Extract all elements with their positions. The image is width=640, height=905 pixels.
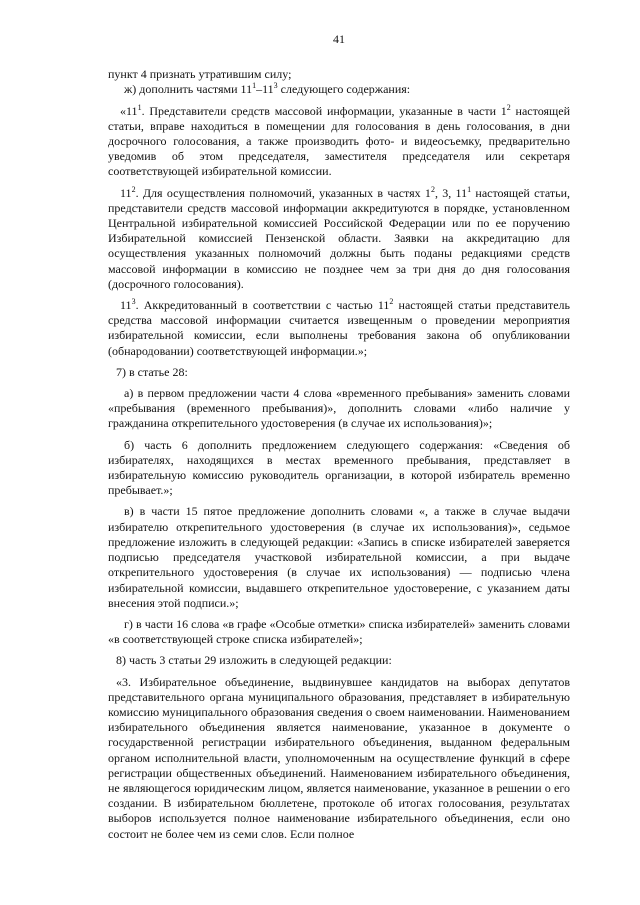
paragraph: а) в первом предложении части 4 слова «временного пребывания» заменить словами «пребывания (временного пребывания)», дополнить словами «либо наличие у гражданина открепительного удостоверения (в случае их использования)»; [108, 386, 570, 431]
paragraph: ж) дополнить частями $11^1-11^3$ следующего содержания: [124, 81, 411, 97]
page-number: 41 [333, 32, 345, 46]
paragraph: «$11^1$. Представители средств массовой информации, указанные в части $1^2$ настоящей статьи, вправе находиться в помещении для голосования в день голосования, в дни досрочного голосования, а также производить фото- и видеосъемку, предварительно уведомив об этом председателя, заместителя председателя или секретаря соответствующей избирательной комиссии. [108, 102, 570, 179]
paragraph: в) в части 15 пятое предложение дополнить словами «, а также в случае выдачи избирателю открепительного удостоверения (в случае их использования)», седьмое предложение изложить в следующей редакции: «Запись в списке избирателей заверяется подписью председателя участковой избирательной комиссии, а при выдаче открепительного удостоверения (в случае их использования) — подписью члена избирательной комиссии, выдавшего открепительное удостоверение, с указанием даты внесения этой подписи.»; [108, 504, 570, 610]
paragraph: пункт 4 признать утратившим силу; [108, 67, 292, 82]
paragraph: «3. Избирательное объединение, выдвинувшее кандидатов на выборах депутатов представительного органа муниципального образования, представляет в избирательную комиссию муниципального образования сведения о своем наименовании. Наименованием избирательного объединения является наименование, указанное в документе о государственной регистрации избирательного объединения, выданном федеральным органом исполнительной власти, уполномоченным на осуществление функций в сфере регистрации общественных объединений. Наименованием избирательного объединения, не являющегося юридическим лицом, является наименование, указанное в решении о его создании. В избирательном бюллетене, протоколе об итогах голосования, результатах выборов используется полное наименование избирательного объединения, если оно состоит не более чем из семи слов. Если полное [108, 674, 570, 841]
paragraph: 8) часть 3 статьи 29 изложить в следующей редакции: [116, 653, 392, 668]
paragraph: $11^2$. Для осуществления полномочий, указанных в частях $1^2$, 3, $11^1$ настоящей статьи, представители средств массовой информации аккредитуются в порядке, установленном Центральной избирательной комиссией Российской Федерации или по ее поручению Избирательной комиссией Пензенской области. Заявки на аккредитацию для осуществления указанных полномочий должны быть поданы редакциями средств массовой информации в комиссию не позднее чем за три дня до дня голосования (досрочного голосования). [108, 184, 570, 291]
paragraph: б) часть 6 дополнить предложением следующего содержания: «Сведения об избирателях, находящихся в местах временного пребывания, представляет в избирательную комиссию руководитель организации, в которой избиратель временно пребывает.»; [108, 437, 570, 498]
paragraph: $11^3$. Аккредитованный в соответствии с частью $11^2$ настоящей статьи представитель средства массовой информации считается извещенным о проведении мероприятия избирательной комиссии, если выполнены требования закона об опубликовании (обнародовании) соответствующей информации.»; [108, 297, 570, 358]
paragraph: 7) в статье 28: [116, 364, 188, 379]
paragraph: г) в части 16 слова «в графе «Особые отметки» списка избирателей» заменить словами «в соответствующей строке списка избирателей»; [108, 616, 570, 647]
